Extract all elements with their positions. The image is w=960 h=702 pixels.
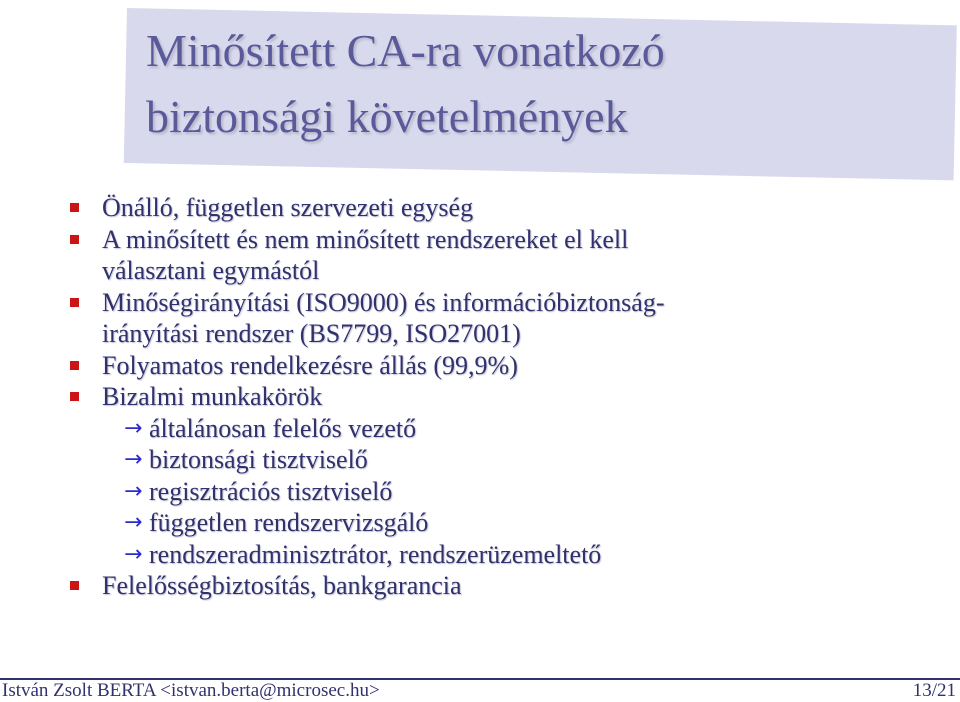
- bullet-text: A minősített és nem minősített rendszereket el kell: [102, 224, 629, 254]
- red-square-bullet-icon: [70, 361, 79, 370]
- bullet-item: [0, 287, 960, 350]
- bullet-text: Önálló, független szervezeti egység: [102, 193, 474, 222]
- right-arrow-icon: →: [124, 510, 143, 535]
- red-square-bullet-icon: [70, 298, 79, 307]
- red-square-bullet-icon: [70, 392, 79, 401]
- bullet-text-continued: irányítási rendszer (BS7799, ISO27001): [102, 319, 521, 348]
- bullet-item: [0, 381, 960, 413]
- sub-bullet-item: [0, 507, 960, 539]
- sub-bullet-text: biztonsági tisztviselő: [149, 445, 368, 474]
- sub-bullet-item: [0, 413, 960, 445]
- sub-bullet-text: független rendszervizsgáló: [149, 508, 429, 537]
- red-square-bullet-icon: [70, 235, 79, 244]
- right-arrow-icon: →: [124, 447, 143, 472]
- bullet-item: [0, 570, 960, 602]
- right-arrow-icon: →: [124, 478, 143, 504]
- page-number: 13/21: [912, 680, 956, 701]
- title-line-2: biztonsági követelmények: [146, 91, 628, 142]
- right-arrow-icon: →: [124, 541, 143, 567]
- right-arrow-icon: →: [124, 415, 143, 441]
- bullet-item: [0, 350, 960, 382]
- bullet-item: [0, 192, 960, 224]
- sub-bullet-text: általánosan felelős vezető: [149, 413, 417, 443]
- sub-bullet-text: rendszeradminisztrátor, rendszerüzemeltető: [149, 539, 602, 569]
- bullet-text-continued: választani egymástól: [102, 256, 320, 285]
- bullet-text: Folyamatos rendelkezésre állás (99,9%): [102, 350, 518, 380]
- sub-bullet-item: [0, 476, 960, 508]
- red-square-bullet-icon: [70, 581, 79, 590]
- bullet-text: Felelősségbiztosítás, bankgarancia: [102, 571, 462, 600]
- bullet-list: [0, 192, 960, 602]
- slide-footer: [0, 678, 960, 700]
- title-line-1: Minősített CA-ra vonatkozó: [146, 25, 665, 76]
- bullet-text: Minőségirányítási (ISO9000) és információbiztonság-: [102, 287, 665, 317]
- bullet-text: Bizalmi munkakörök: [102, 382, 323, 411]
- slide-title: [146, 18, 926, 150]
- red-square-bullet-icon: [70, 203, 79, 212]
- bullet-item: [0, 224, 960, 287]
- sub-bullet-item: [0, 444, 960, 476]
- sub-bullet-text: regisztrációs tisztviselő: [149, 476, 393, 506]
- footer-author: István Zsolt BERTA <istvan.berta@microsec.hu>: [2, 680, 380, 701]
- sub-bullet-item: [0, 539, 960, 571]
